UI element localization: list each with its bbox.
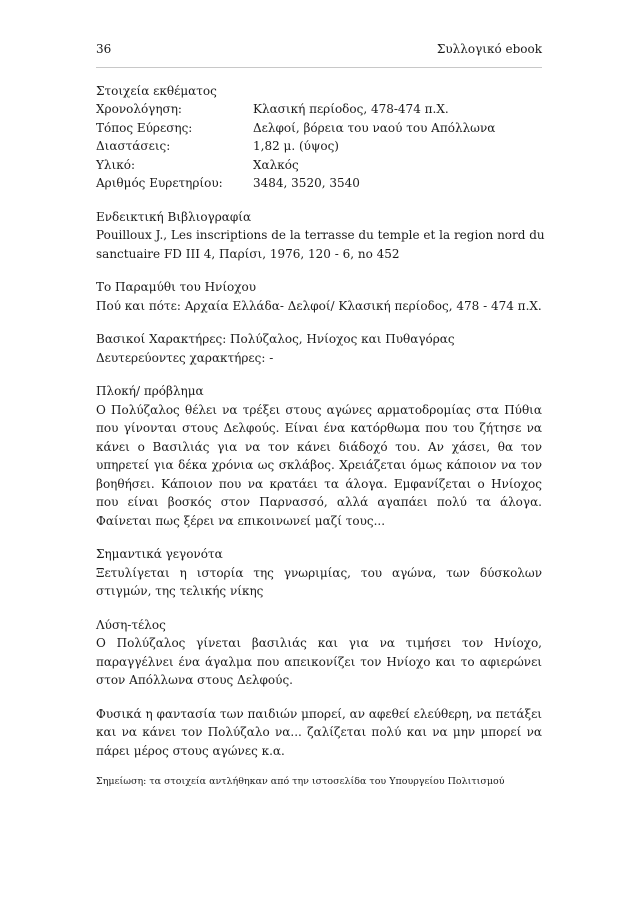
bibliography-heading: Ενδεικτική Βιβλιογραφία bbox=[96, 209, 252, 224]
info-value: Κλασική περίοδος, 478-474 π.Χ. bbox=[253, 102, 449, 116]
info-row bbox=[96, 119, 542, 138]
info-value: Χαλκός bbox=[253, 157, 299, 172]
tale-heading: Το Παραμύθι του Ηνίοχου bbox=[96, 280, 257, 294]
tale-where-when: Πού και πότε: Αρχαία Ελλάδα- Δελφοί/ Κλασική περίοδος, 478 - 474 π.Χ. bbox=[96, 298, 542, 313]
info-row bbox=[96, 156, 542, 175]
info-row bbox=[96, 174, 542, 193]
tale-section bbox=[96, 278, 542, 315]
info-value: 1,82 μ. (ύψος) bbox=[253, 139, 339, 153]
bibliography-line: Pouilloux J., Les inscriptions de la terrasse du temple et la region nord du bbox=[96, 228, 545, 242]
info-row bbox=[96, 137, 542, 156]
bibliography bbox=[96, 208, 545, 264]
bibliography-line: sanctuaire FD III 4, Παρίσι, 1976, 120 - 6, no 452 bbox=[96, 246, 400, 261]
source-footnote: Σημείωση: τα στοιχεία αντλήθηκαν από την ιστοσελίδα του Υπουργείου Πολιτισμού bbox=[96, 776, 505, 787]
info-value: 3484, 3520, 3540 bbox=[253, 176, 360, 190]
plot-heading: Πλοκή/ πρόβλημα bbox=[96, 384, 204, 398]
info-value: Δελφοί, βόρεια του ναού του Απόλλωνα bbox=[253, 120, 496, 135]
info-key: Αριθμός Ευρετηρίου: bbox=[96, 176, 223, 190]
fantasy-text: Φυσικά η φαντασία των παιδιών μπορεί, αν αφεθεί ελεύθερη, να πετάξει και να κάνει τον Πολύζαλο να... ζαλίζεται πολύ και να μην μπορεί να πάρει μέρος στους αγώνες κ.α. bbox=[96, 706, 542, 758]
info-key: Υλικό: bbox=[96, 157, 135, 172]
info-key: Χρονολόγηση: bbox=[96, 102, 182, 116]
info-key: Τόπος Εύρεσης: bbox=[96, 120, 193, 135]
events-heading: Σημαντικά γεγονότα bbox=[96, 547, 223, 561]
book-title: Συλλογικό ebook bbox=[436, 42, 542, 56]
fantasy-section bbox=[96, 705, 542, 761]
secondary-characters: Δευτερεύοντες χαρακτήρες: - bbox=[96, 350, 274, 365]
characters-section bbox=[96, 330, 542, 367]
events-text: Ξετυλίγεται η ιστορία της γνωριμίας, του αγώνα, των δύσκολων στιγμών, της τελικής νίκης bbox=[96, 565, 542, 598]
ending-section bbox=[96, 616, 542, 690]
ending-text: Ο Πολύζαλος γίνεται βασιλιάς και για να τιμήσει τον Ηνίοχο, παραγγέλνει ένα άγαλμα που απεικονίζει τον Ηνίοχο και το αφιερώνει στον Απόλλωνα στους Δελφούς. bbox=[96, 636, 542, 687]
page-number: 36 bbox=[96, 42, 112, 56]
exhibit-info bbox=[96, 82, 542, 193]
plot-text: Ο Πολύζαλος θέλει να τρέξει στους αγώνες αρματοδρομίας στα Πύθια που γίνονται στους Δελφούς. Είναι ένα κατόρθωμα που του ζήτησε να κάνει ο Βασιλιάς για να τον κάνει διάδοχό του. Αν χάσει, θα τον υπηρετεί για δέκα χρόνια ως σκλάβος. Χρειάζεται όμως κάποιον να τον βοηθήσει. Κάποιον που να κρατάει τα άλογα. Εμφανίζεται ο Ηνίοχος που είναι βοσκός στον Παρνασσό, αλλά αγαπάει πολύ τα άλογα. Φαίνεται πως ξέρει να επικοινωνεί μαζί τους... bbox=[96, 402, 542, 528]
exhibit-info-heading: Στοιχεία εκθέματος bbox=[96, 83, 217, 98]
info-key: Διαστάσεις: bbox=[96, 139, 171, 153]
ending-heading: Λύση-τέλος bbox=[96, 617, 166, 632]
plot-section bbox=[96, 382, 542, 530]
main-characters: Βασικοί Χαρακτήρες: Πολύζαλος, Ηνίοχος και Πυθαγόρας bbox=[96, 332, 455, 346]
info-row bbox=[96, 100, 542, 119]
page-header bbox=[96, 40, 542, 68]
events-section bbox=[96, 545, 542, 601]
